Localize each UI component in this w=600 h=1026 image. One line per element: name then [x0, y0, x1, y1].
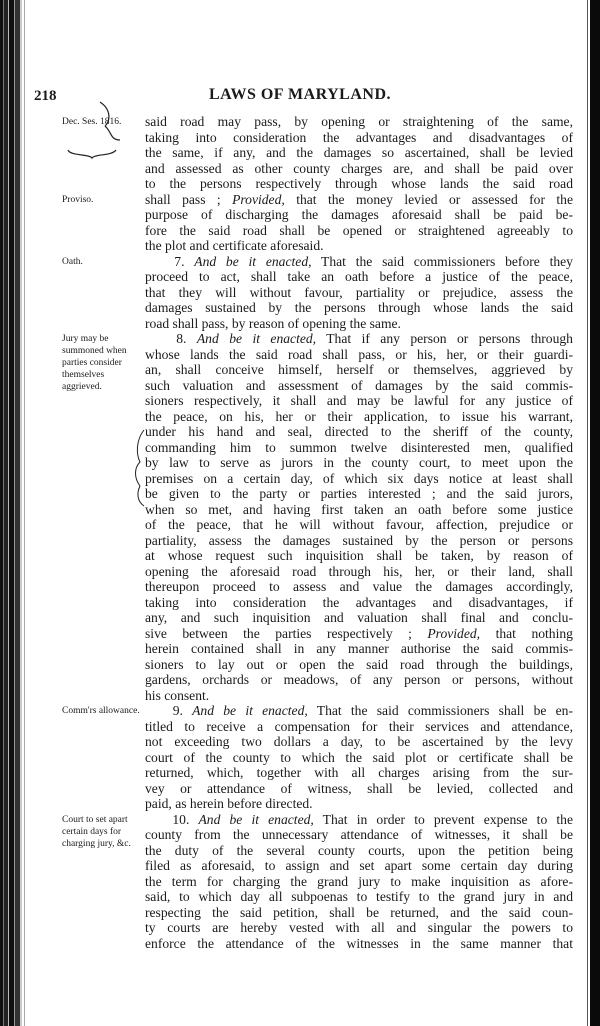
text-line	[145, 889, 573, 905]
text-line	[145, 192, 573, 208]
text-line	[145, 207, 573, 223]
text-segment: gardens, orchards or meadows, of any person or persons, without	[145, 672, 573, 687]
text-line	[145, 455, 573, 471]
text-line	[145, 502, 573, 518]
text-segment: That the said commissioners shall be en-	[307, 703, 573, 718]
text-segment: That if any person or persons through	[316, 331, 573, 346]
text-line	[145, 471, 573, 487]
margin-note: Proviso.	[62, 194, 94, 205]
italic-text: Provided,	[232, 191, 285, 207]
text-segment: said, to which day all subpoenas to testify to the grand jury in and	[145, 889, 573, 904]
text-line	[145, 362, 573, 378]
text-segment: vey or attendance of witness, shall be levied, collected and	[145, 780, 573, 796]
text-segment: the duty of the several county courts, upon the petition being	[145, 842, 573, 858]
text-line	[145, 533, 573, 549]
text-segment: that they will without favour, partiality or prejudice, assess the	[145, 284, 573, 300]
text-segment: 7.	[145, 253, 195, 269]
text-line	[145, 595, 573, 611]
text-line	[145, 827, 573, 843]
text-segment: the same, if any, and the damages so ascertained, shall be levied	[145, 145, 573, 160]
text-segment: sioners respectively, it shall and may be lawful for any justice of	[145, 393, 573, 408]
text-line	[145, 672, 573, 688]
margin-note: Dec. Ses. 1816.	[62, 117, 122, 127]
text-segment: paid, as herein before directed.	[145, 796, 313, 811]
document-body	[145, 114, 573, 951]
text-line	[145, 641, 573, 657]
text-line	[145, 657, 573, 673]
margin-note: Comm'rs allowance.	[62, 706, 140, 716]
italic-text: And be it enacted,	[196, 331, 317, 346]
text-line	[145, 765, 573, 781]
text-segment: when so met, and having first taken an oath before some justice	[145, 501, 573, 517]
text-segment: herein contained shall in any manner authorise the said commis-	[145, 641, 573, 656]
text-segment: That in order to prevent expense to the	[313, 811, 573, 827]
margin-note: Jury may be summoned when parties consider themselves aggrieved.	[62, 334, 127, 392]
margin-note: Court to set apart certain days for charging jury, &c.	[62, 814, 131, 849]
text-segment: fore the said road shall be opened or straightened agreeably to	[145, 222, 573, 238]
margin-note: Oath.	[62, 256, 83, 267]
text-line	[145, 781, 573, 797]
text-segment: an, shall conceive himself, herself or themselves, aggrieved by	[145, 362, 573, 377]
text-segment: That the said commissioners before they	[311, 253, 573, 269]
text-line	[145, 905, 573, 921]
scan-left-rule	[24, 0, 25, 1026]
text-segment: titled to receive a compensation for their services and attendance,	[145, 718, 573, 734]
text-segment: returned, which, together with all charges arising from the sur-	[145, 765, 573, 780]
handwritten-brace-mark	[132, 428, 146, 508]
text-segment: such valuation and assessment of damages by the said commis-	[145, 377, 573, 393]
scan-left-border	[0, 0, 22, 1026]
text-line	[145, 936, 573, 952]
text-segment: court of the county to which the said plot or certificate shall be	[145, 749, 573, 765]
text-segment: respecting the said petition, shall be returned, and the said coun-	[145, 904, 573, 920]
text-segment: opening the aforesaid road through his, her, or their land, shall	[145, 563, 573, 579]
text-segment: be given to the party or parties interested ; and the said jurors,	[145, 486, 573, 501]
text-line	[145, 858, 573, 874]
text-segment: whose lands the said road shall pass, or his, her, or their guardi-	[145, 346, 573, 362]
text-line	[145, 626, 573, 642]
text-segment: ty courts are hereby vested with all and singular the powers to	[145, 920, 573, 935]
text-segment: that the money levied or assessed for the	[284, 191, 574, 207]
text-line	[145, 378, 573, 394]
text-line	[145, 114, 573, 130]
text-segment: taking into consideration the advantages and disadvantages, if	[145, 594, 573, 610]
text-segment: sioners to lay out or open the said road through the buildings,	[145, 656, 573, 672]
text-line	[145, 161, 573, 177]
text-line	[145, 703, 573, 719]
text-segment: of the peace, that he will without favour, affection, prejudice or	[145, 517, 573, 532]
italic-text: And be it enacted,	[194, 253, 312, 269]
text-segment: said road may pass, by opening or straightening of the same,	[145, 114, 573, 129]
scan-right-border	[590, 0, 600, 1026]
text-line	[145, 564, 573, 580]
text-segment: 9.	[145, 703, 193, 718]
text-line	[145, 734, 573, 750]
text-segment: partiality, assess the damages sustained by the person or persons	[145, 532, 573, 548]
text-segment: that nothing	[480, 625, 573, 641]
text-segment: commanding him to summon twelve disinterested men, qualified	[145, 439, 573, 455]
text-line	[145, 424, 573, 440]
italic-text: And be it enacted,	[198, 811, 314, 827]
page-title: LAWS OF MARYLAND.	[208, 86, 391, 103]
text-line	[145, 920, 573, 936]
text-line	[145, 688, 573, 704]
text-line	[145, 331, 573, 347]
text-segment: not exceeding two dollars a day, to be ascertained by the levy	[145, 734, 573, 749]
text-line	[145, 145, 573, 161]
text-line	[145, 269, 573, 285]
text-segment: any, and such inquisition and valuation shall final and conclu-	[145, 610, 573, 625]
text-segment: county from the unnecessary attendance of witnesses, it shall be	[145, 827, 573, 842]
italic-text: Provided,	[427, 625, 481, 641]
text-segment: enforce the attendance of the witnesses in the same manner that	[145, 935, 573, 951]
text-line	[145, 796, 573, 812]
text-line	[145, 316, 573, 332]
text-line	[145, 750, 573, 766]
scan-right-rule	[587, 0, 588, 1026]
text-line	[145, 130, 573, 146]
italic-text: And be it enacted,	[192, 703, 308, 718]
text-line	[145, 300, 573, 316]
text-line	[145, 254, 573, 270]
text-segment: and assessed as other county charges are, and shall be paid over	[145, 160, 573, 176]
text-line	[145, 409, 573, 425]
text-line	[145, 579, 573, 595]
text-segment: at whose request such inquisition shall be taken, by reason of	[145, 548, 573, 563]
text-line	[145, 548, 573, 564]
text-segment: the plot and certificate aforesaid.	[145, 238, 324, 253]
text-line	[145, 440, 573, 456]
text-segment: taking into consideration the advantages and disadvantages of	[145, 129, 573, 145]
text-segment: premises on a certain day, of which six days notice at least shall	[145, 470, 573, 486]
text-segment: filed as aforesaid, to assign and set apart some certain day during	[145, 858, 573, 873]
text-segment: shall pass ;	[145, 191, 233, 207]
text-line	[145, 719, 573, 735]
text-line	[145, 486, 573, 502]
text-line	[145, 285, 573, 301]
text-segment: road shall pass, by reason of opening the same.	[145, 315, 401, 331]
text-segment: to the persons respectively through whose lands the said road	[145, 176, 573, 191]
text-segment: the peace, on his, her or their application, to issue his warrant,	[145, 408, 573, 424]
text-segment: purpose of discharging the damages aforesaid shall be paid be-	[145, 207, 573, 222]
text-line	[145, 238, 573, 254]
text-segment: under his hand and seal, directed to the sheriff of the county,	[145, 424, 573, 439]
page-number: 218	[34, 88, 57, 104]
text-line	[145, 610, 573, 626]
text-segment: his consent.	[145, 687, 210, 703]
text-segment: sive between the parties respectively ;	[145, 625, 428, 641]
text-segment: 10.	[145, 811, 199, 827]
text-line	[145, 393, 573, 409]
text-line	[145, 347, 573, 363]
text-segment: thereupon proceed to assess and value the damages accordingly,	[145, 579, 573, 594]
text-line	[145, 517, 573, 533]
text-segment: by law to serve as jurors in the county court, to meet upon the	[145, 455, 573, 470]
text-segment: the term for charging the grand jury to make inquisition as afore-	[145, 873, 573, 889]
text-segment: damages sustained by the persons through whose lands the said	[145, 300, 573, 315]
handwritten-brace-mark	[60, 100, 150, 160]
text-segment: 8.	[145, 331, 197, 346]
text-line	[145, 874, 573, 890]
text-line	[145, 223, 573, 239]
text-line	[145, 843, 573, 859]
text-line	[145, 812, 573, 828]
text-line	[145, 176, 573, 192]
text-segment: proceed to act, shall take an oath before a justice of the peace,	[145, 269, 573, 284]
